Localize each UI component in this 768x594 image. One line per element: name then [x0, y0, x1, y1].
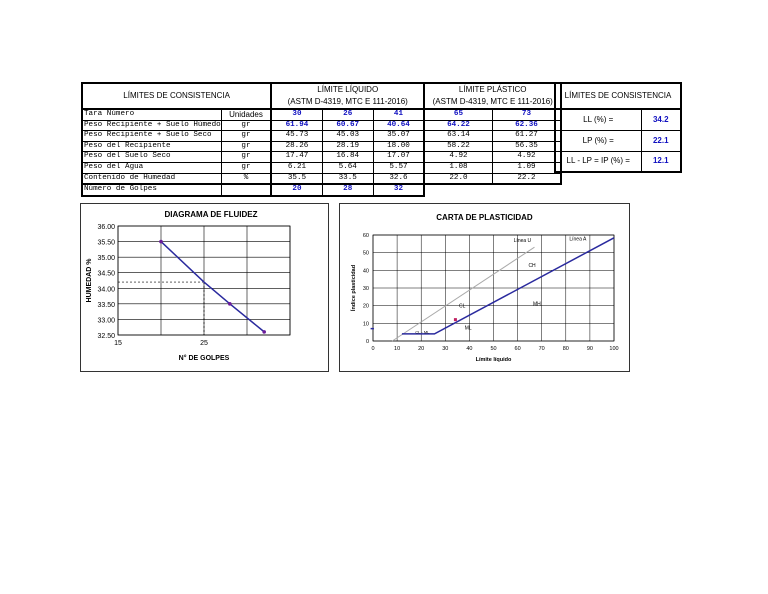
ll-cell: 28.26	[271, 141, 322, 152]
row-unit: gr	[221, 131, 271, 142]
ll-cell: 35.5	[271, 173, 322, 184]
y-tick-label: 60	[362, 233, 369, 239]
blows-row	[82, 184, 561, 196]
summary-label: LL - LP = IP (%) =	[555, 151, 641, 172]
row-label: Peso Recipiente + Suelo Húmedo	[82, 120, 221, 131]
summary-label: LP (%) =	[555, 130, 641, 151]
x-tick-label: 60	[514, 346, 521, 352]
lp-cell: 1.08	[424, 162, 492, 173]
flow-chart-title: DIAGRAMA DE FLUIDEZ	[164, 210, 258, 219]
table-row	[82, 131, 561, 142]
y-tick-label: 35.00	[97, 255, 115, 263]
row-label: Peso del Recipiente	[82, 141, 221, 152]
ll-cell: 40.64	[373, 120, 424, 131]
lp-cell: 61.27	[492, 131, 561, 142]
blows-cell: 28	[322, 184, 373, 196]
ll-cell: 5.57	[373, 162, 424, 173]
table-row	[82, 173, 561, 184]
ll-cell: 6.21	[271, 162, 322, 173]
summary-value: 34.2	[641, 109, 681, 130]
region-label-cl-ml: CL - ML	[415, 329, 430, 335]
y-tick-label: 35.50	[97, 239, 115, 247]
region-label-mh: MH	[532, 301, 541, 308]
table-row	[82, 162, 561, 173]
table-row	[82, 109, 561, 120]
table-row	[82, 120, 561, 131]
x-tick-label: 20	[418, 346, 425, 352]
region-label-ch: CH	[528, 262, 536, 269]
plasticity-chart-title: CARTA DE PLASTICIDAD	[436, 213, 533, 222]
sample-point	[454, 318, 457, 321]
summary-label: LL (%) =	[555, 109, 641, 130]
ll-cell: 35.07	[373, 131, 424, 142]
y-tick-label: 33.00	[97, 317, 115, 325]
y-tick-label: 50	[362, 250, 369, 257]
y-tick-label: 34.00	[97, 286, 115, 294]
y-axis-label: HUMEDAD %	[86, 258, 93, 303]
blows-label: Número de Golpes	[82, 184, 221, 196]
lp-cell: 22.0	[424, 173, 492, 184]
row-label: Peso del Agua	[82, 162, 221, 173]
row-unit: %	[221, 173, 271, 184]
ll-cell: 16.84	[322, 152, 373, 163]
row-label: Tara Número	[82, 109, 221, 120]
summary-row	[555, 151, 681, 172]
x-tick-label: 100	[609, 346, 619, 352]
summary-value: 12.1	[641, 151, 681, 172]
row-unit: gr	[221, 152, 271, 163]
ll-cell: 5.64	[322, 162, 373, 173]
table-row	[82, 141, 561, 152]
x-tick-label: 40	[466, 346, 473, 352]
x-tick-label: 30	[442, 346, 449, 352]
ll-cell: 26	[322, 109, 373, 120]
y-tick-label: 33.50	[97, 301, 115, 309]
table-row	[82, 152, 561, 163]
y-tick-label: 0	[365, 339, 369, 345]
row-label: Peso Recipiente + Suelo Seco	[82, 131, 221, 142]
blows-cell: 20	[271, 184, 322, 196]
lp-cell: 58.22	[424, 141, 492, 152]
x-tick-label: 0	[371, 346, 375, 352]
lp-header: LÍMITE PLÁSTICO (ASTM D-4319, MTC E 111-2016)	[424, 83, 561, 109]
lp-cell: 4.92	[492, 152, 561, 163]
y-tick-label: 10	[362, 321, 369, 328]
row-unit: gr	[221, 141, 271, 152]
data-point	[262, 330, 266, 334]
y-tick-label: 36.00	[97, 224, 115, 231]
line-u	[392, 247, 534, 341]
lab-table-title: LÍMITES DE CONSISTENCIA	[82, 83, 271, 109]
empty-cell	[424, 184, 492, 196]
y-axis-label: Índice plasticidad	[351, 264, 357, 312]
data-point	[228, 302, 232, 306]
row-label: Peso del Suelo Seco	[82, 152, 221, 163]
ll-cell: 45.73	[271, 131, 322, 142]
lp-cell: 22.2	[492, 173, 561, 184]
region-label-cl: CL	[458, 303, 466, 310]
x-axis-label: N° DE GOLPES	[178, 355, 230, 362]
ll-header: LÍMITE LÍQUIDO (ASTM D-4319, MTC E 111-2016)	[271, 83, 424, 109]
line-u-label: Línea U	[513, 238, 532, 245]
x-tick-label: 80	[562, 346, 569, 352]
ll-cell: 41	[373, 109, 424, 120]
lp-cell: 64.22	[424, 120, 492, 131]
lp-cell: 63.14	[424, 131, 492, 142]
summary-value: 22.1	[641, 130, 681, 151]
plasticity-chart-frame	[339, 203, 630, 372]
y-tick-label: 30	[362, 286, 369, 292]
lp-cell: 62.36	[492, 120, 561, 131]
x-tick-label: 70	[538, 346, 545, 352]
ll-cell: 28.19	[322, 141, 373, 152]
row-unit: gr	[221, 162, 271, 173]
summary-table	[554, 82, 682, 173]
lp-cell: 65	[424, 109, 492, 120]
data-point	[159, 240, 163, 244]
line-a	[402, 238, 614, 334]
ll-cell: 17.47	[271, 152, 322, 163]
units-header: Unidades	[221, 109, 271, 120]
y-tick-label: 32.50	[97, 333, 115, 340]
ll-cell: 45.03	[322, 131, 373, 142]
ll-cell: 32.6	[373, 173, 424, 184]
x-tick-label: 25	[200, 340, 208, 347]
ll-cell: 30	[271, 109, 322, 120]
lp-cell: 73	[492, 109, 561, 120]
summary-title: LÍMITES DE CONSISTENCIA	[555, 83, 681, 109]
x-axis-label: Límite líquido	[475, 357, 512, 363]
lp-cell: 56.35	[492, 141, 561, 152]
summary-row	[555, 130, 681, 151]
flow-chart	[81, 204, 328, 371]
row-unit: gr	[221, 120, 271, 131]
flow-chart-frame	[80, 203, 329, 372]
y-tick-label: 34.50	[97, 270, 115, 278]
x-tick-label: 15	[114, 340, 122, 347]
lp-cell: 1.09	[492, 162, 561, 173]
ll-cell: 18.00	[373, 141, 424, 152]
ll-cell: 17.07	[373, 152, 424, 163]
x-tick-label: 10	[394, 346, 401, 352]
y-tick-label: 40	[362, 268, 369, 275]
plasticity-chart	[340, 204, 629, 371]
y-tick-label: 20	[362, 303, 369, 310]
lp-cell: 4.92	[424, 152, 492, 163]
region-label-ml: ML	[464, 325, 472, 332]
blows-cell: 32	[373, 184, 424, 196]
x-tick-label: 90	[586, 346, 593, 352]
row-label: Contenido de Humedad	[82, 173, 221, 184]
ll-cell: 60.67	[322, 120, 373, 131]
blows-unit	[221, 184, 271, 196]
ll-cell: 33.5	[322, 173, 373, 184]
line-a-label: Línea A	[569, 236, 587, 243]
x-tick-label: 50	[490, 346, 497, 352]
ll-cell: 61.94	[271, 120, 322, 131]
lab-table	[81, 82, 562, 197]
empty-cell	[492, 184, 561, 196]
summary-row	[555, 109, 681, 130]
series-line	[161, 242, 264, 332]
